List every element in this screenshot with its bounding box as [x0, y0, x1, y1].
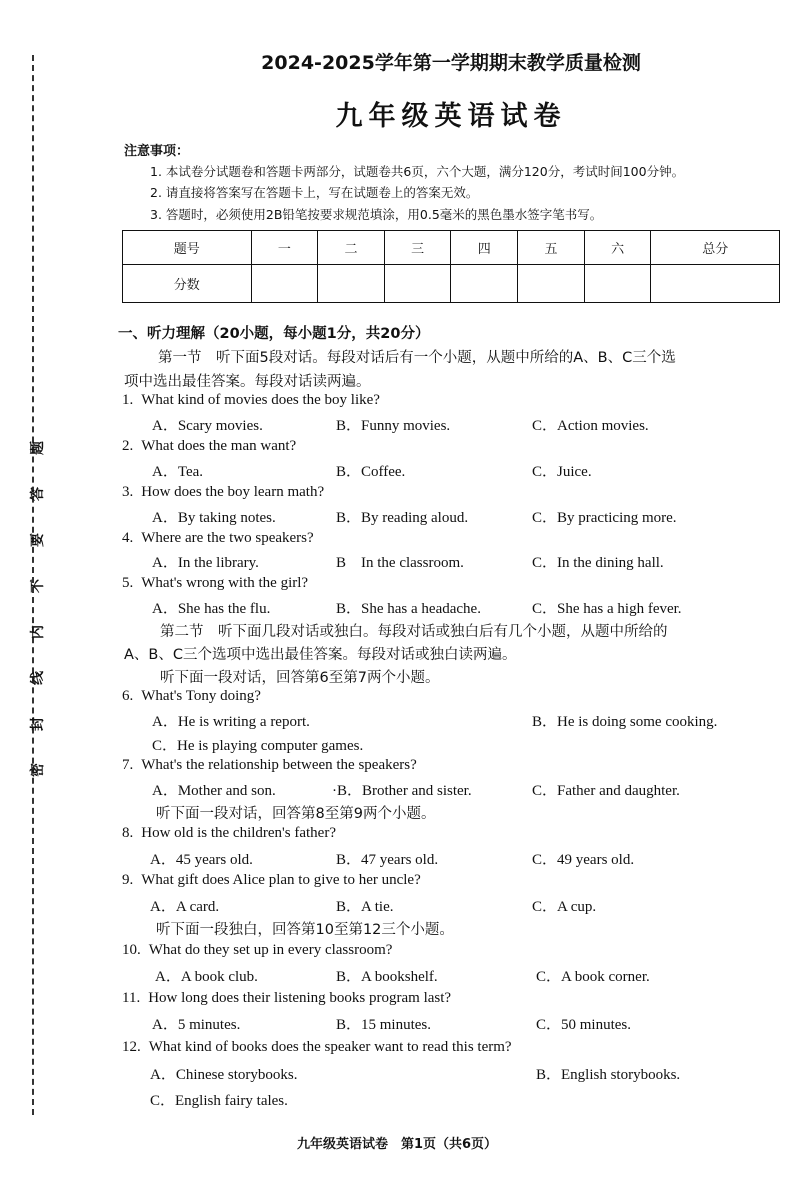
question-text: What's wrong with the girl? [141, 575, 309, 591]
seal-char: 题 [30, 441, 46, 455]
question-text: What kind of books does the speaker want to read this term? [148, 1039, 512, 1055]
seal-char: 内 [30, 625, 46, 639]
seal-warning-text [30, 425, 64, 793]
option-c: C．50 minutes. [536, 1017, 632, 1033]
seal-char: 答 [30, 487, 46, 501]
score-cell [451, 265, 518, 303]
question-stem [122, 575, 308, 592]
option-b: B．Funny movies. [336, 418, 451, 434]
score-row-label: 分数 [123, 265, 252, 303]
score-table-header: 二 [318, 231, 385, 265]
binding-margin [0, 0, 70, 1188]
option-b: B．She has a headache. [336, 601, 481, 617]
option-c: C．In the dining hall. [532, 555, 664, 571]
question-text: What kind of movies does the boy like? [141, 392, 380, 408]
question-text: What gift does Alice plan to give to her uncle? [141, 872, 421, 888]
question-number: 8. [122, 825, 134, 841]
option-a: A．45 years old. [150, 852, 253, 868]
option-c: C．A cup. [532, 899, 597, 915]
section-instruction: 第二节 听下面几段对话或独白。每段对话或独白后有几个小题，从题中所给的 [160, 624, 668, 640]
question-stem [122, 990, 451, 1007]
option-b: B．A tie. [336, 899, 394, 915]
score-table [122, 230, 780, 303]
score-cell [384, 265, 451, 303]
option-c: C．49 years old. [532, 852, 635, 868]
question-number: 4. [122, 530, 134, 546]
seal-char: 密 [30, 763, 46, 777]
question-group-instruction: 听下面一段对话，回答第8至第9两个小题。 [156, 806, 436, 822]
score-cell [518, 265, 585, 303]
question-stem [122, 530, 314, 547]
question-text: What do they set up in every classroom? [148, 942, 393, 958]
section-instruction: A、B、C三个选项中选出最佳答案。每段对话或独白读两遍。 [124, 647, 517, 663]
option-b: B．15 minutes. [336, 1017, 432, 1033]
option-a: A．Scary movies. [152, 418, 263, 434]
question-text: What's the relationship between the speakers? [141, 757, 417, 773]
notice-item: 1. 本试卷分试题卷和答题卡两部分，试题卷共6页，六个大题，满分120分，考试时间100分钟。 [150, 164, 685, 179]
score-table-header-row [123, 231, 780, 265]
question-stem [122, 392, 380, 409]
section-instruction: 项中选出最佳答案。每段对话读两遍。 [124, 374, 371, 390]
question-stem [122, 872, 421, 889]
option-b: B．By reading aloud. [336, 510, 469, 526]
question-stem [122, 1039, 512, 1056]
seal-char: 要 [30, 533, 46, 547]
question-number: 7. [122, 757, 134, 773]
question-text: What does the man want? [141, 438, 297, 454]
question-number: 11. [122, 990, 141, 1006]
score-table-header: 五 [518, 231, 585, 265]
question-text: How does the boy learn math? [141, 484, 325, 500]
notice-item: 2. 请直接将答案写在答题卡上，写在试题卷上的答案无效。 [150, 185, 479, 200]
option-c: C．She has a high fever. [532, 601, 682, 617]
option-c: C．He is playing computer games. [152, 738, 364, 754]
option-a: A．In the library. [152, 555, 259, 571]
option-a: A．Tea. [152, 464, 204, 480]
score-table-header: 总分 [651, 231, 780, 265]
option-b: B．He is doing some cooking. [532, 714, 718, 730]
section-title: 一、听力理解（20小题，每小题1分，共20分） [118, 326, 430, 342]
question-number: 3. [122, 484, 134, 500]
notice-item: 3. 答题时，必须使用2B铅笔按要求规范填涂，用0.5毫米的黑色墨水签字笔书写。 [150, 207, 603, 222]
question-number: 10. [122, 942, 141, 958]
question-stem [122, 825, 336, 842]
exam-title: 2024-2025学年第一学期期末教学质量检测 [261, 52, 641, 74]
page-footer: 九年级英语试卷 第1页（共6页） [296, 1137, 498, 1152]
question-stem [122, 484, 324, 501]
option-b: B In the classroom. [336, 555, 464, 571]
question-stem [122, 757, 417, 774]
score-table-header: 三 [384, 231, 451, 265]
score-cell [251, 265, 318, 303]
score-table-header: 四 [451, 231, 518, 265]
option-b: B．Coffee. [336, 464, 406, 480]
seal-char: 线 [30, 671, 46, 685]
option-a: A．A book club. [155, 969, 258, 985]
option-c: C．By practicing more. [532, 510, 677, 526]
option-b: B．47 years old. [336, 852, 439, 868]
score-cell [651, 265, 780, 303]
question-stem [122, 438, 296, 455]
score-cell [318, 265, 385, 303]
question-number: 9. [122, 872, 134, 888]
option-c: C．A book corner. [536, 969, 650, 985]
question-stem [122, 942, 392, 959]
notice-heading: 注意事项： [124, 144, 190, 159]
section-instruction: 第一节 听下面5段对话。每段对话后有一个小题，从题中所给的A、B、C三个选 [158, 350, 676, 366]
question-text: How old is the children's father? [141, 825, 336, 841]
question-text: How long does their listening books program last? [148, 990, 452, 1006]
option-c: C．English fairy tales. [150, 1093, 288, 1109]
question-number: 1. [122, 392, 134, 408]
option-b: B．English storybooks. [536, 1067, 681, 1083]
option-b: B．A bookshelf. [336, 969, 438, 985]
question-number: 12. [122, 1039, 141, 1055]
score-cell [584, 265, 651, 303]
question-number: 5. [122, 575, 134, 591]
score-table-row [123, 265, 780, 303]
score-table-header: 一 [251, 231, 318, 265]
option-c: C．Action movies. [532, 418, 649, 434]
exam-subtitle: 九年级英语试卷 [335, 101, 567, 132]
option-a: A．She has the flu. [152, 601, 271, 617]
seal-char: 不 [30, 579, 46, 593]
option-c: C．Father and daughter. [532, 783, 680, 799]
question-text: What's Tony doing? [141, 688, 261, 704]
option-a: A．Chinese storybooks. [150, 1067, 298, 1083]
score-table-header: 题号 [123, 231, 252, 265]
option-c: C．Juice. [532, 464, 592, 480]
question-text: Where are the two speakers? [141, 530, 314, 546]
option-b: ·B．Brother and sister. [332, 783, 472, 799]
question-number: 6. [122, 688, 134, 704]
option-a: A．A card. [150, 899, 220, 915]
question-group-instruction: 听下面一段对话，回答第6至第7两个小题。 [160, 670, 440, 686]
question-stem [122, 688, 261, 705]
seal-char: 封 [30, 717, 46, 731]
option-a: A．5 minutes. [152, 1017, 241, 1033]
option-a: A．Mother and son. [152, 783, 276, 799]
score-table-header: 六 [584, 231, 651, 265]
option-a: A．He is writing a report. [152, 714, 310, 730]
question-number: 2. [122, 438, 134, 454]
question-group-instruction: 听下面一段独白，回答第10至第12三个小题。 [156, 922, 454, 938]
option-a: A．By taking notes. [152, 510, 276, 526]
